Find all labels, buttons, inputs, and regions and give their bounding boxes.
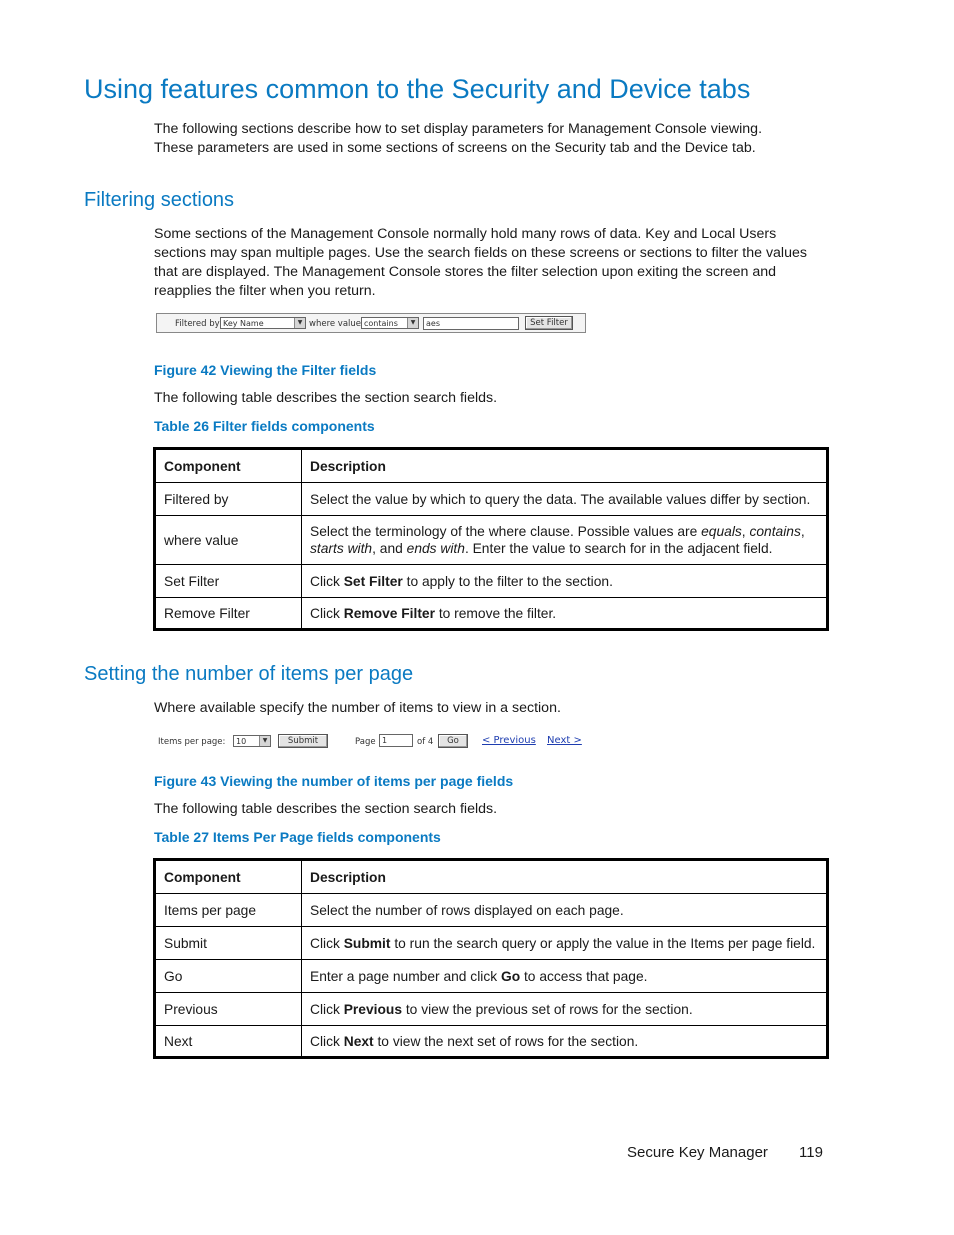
component-cell: Go <box>155 960 302 993</box>
page-label: Page <box>355 737 376 747</box>
table-row <box>155 483 828 516</box>
description-text: to remove the filter. <box>434 605 557 621</box>
filtering-line: that are displayed. The Management Console stores the filter selection upon exiting the screen and <box>154 264 776 280</box>
filtering-line: sections may span multiple pages. Use the search fields on these screens or sections to filter the values <box>154 245 807 261</box>
header-description: Description <box>302 860 828 894</box>
filtering-line: Some sections of the Management Console normally hold many rows of data. Key and Local Users <box>154 226 777 242</box>
component-cell: Next <box>155 1026 302 1058</box>
header-description: Description <box>302 449 828 483</box>
description-cell <box>302 565 828 598</box>
description-text: . Enter the value to search for in the adjacent field. <box>464 541 773 556</box>
filtered-by-value: Key Name <box>223 319 264 328</box>
bold-text: Go <box>500 968 521 984</box>
pager-figure <box>156 732 596 752</box>
footer-product-name: Secure Key Manager <box>627 1144 768 1161</box>
bold-text: Next <box>343 1033 374 1049</box>
component-cell: Items per page <box>155 894 302 927</box>
next-link[interactable]: Next > <box>547 735 582 746</box>
description-text: Click <box>310 1033 344 1049</box>
description-text: Select the terminology of the where clause. Possible values are <box>310 524 702 539</box>
previous-link[interactable]: < Previous <box>482 735 536 746</box>
items-per-page-select[interactable] <box>233 735 271 747</box>
table-row <box>155 993 828 1026</box>
submit-button[interactable]: Submit <box>278 734 328 748</box>
page-number: 119 <box>799 1144 823 1161</box>
description-text: Click <box>310 573 344 589</box>
section-heading-filtering: Filtering sections <box>84 189 235 211</box>
items-per-page-paragraph: Where available specify the number of items to view in a section. <box>154 700 561 716</box>
table-row <box>155 1026 828 1058</box>
page-count-label: of 4 <box>417 737 434 747</box>
table-row <box>155 516 828 565</box>
description-text: , and <box>372 541 407 556</box>
component-cell: Set Filter <box>155 565 302 598</box>
table-caption: Table 27 Items Per Page fields components <box>154 829 441 845</box>
filtered-by-label: Filtered by <box>175 319 220 329</box>
page-number-input[interactable]: 1 <box>379 734 413 747</box>
header-component: Component <box>155 449 302 483</box>
component-cell: where value <box>155 516 302 565</box>
description-text: Click <box>310 1001 344 1017</box>
table-intro: The following table describes the section search fields. <box>154 801 498 817</box>
bold-text: Set Filter <box>343 573 403 589</box>
set-filter-button[interactable]: Set Filter <box>525 316 573 330</box>
table-caption: Table 26 Filter fields components <box>154 418 375 434</box>
emphasis-text: contains <box>749 524 801 539</box>
description-text: to apply to the filter to the section. <box>402 573 613 589</box>
table-row <box>155 598 828 630</box>
filter-fields-table <box>153 447 829 631</box>
emphasis-text: starts with <box>310 541 373 556</box>
description-text: Click <box>310 935 344 951</box>
description-cell <box>302 516 828 565</box>
table-intro: The following table describes the section search fields. <box>154 390 498 406</box>
filtering-line: reapplies the filter when you return. <box>154 283 376 299</box>
description-cell <box>302 1026 828 1058</box>
dropdown-arrow-icon: ▼ <box>407 318 418 328</box>
component-cell: Previous <box>155 993 302 1026</box>
dropdown-arrow-icon: ▼ <box>259 736 270 746</box>
description-cell <box>302 894 828 927</box>
where-value-select[interactable] <box>361 317 419 329</box>
page-title: Using features common to the Security and Device tabs <box>84 74 751 104</box>
table-row <box>155 894 828 927</box>
emphasis-text: ends with <box>406 541 465 556</box>
component-cell: Filtered by <box>155 483 302 516</box>
description-text: Select the value by which to query the data. The available values differ by section. <box>310 491 811 507</box>
component-cell: Remove Filter <box>155 598 302 630</box>
filtered-by-select[interactable] <box>220 317 306 329</box>
filtering-paragraph <box>154 225 834 301</box>
section-heading-items-per-page: Setting the number of items per page <box>84 663 414 685</box>
description-cell <box>302 483 828 516</box>
where-value-label: where value <box>309 319 362 329</box>
description-cell <box>302 960 828 993</box>
description-text: , <box>741 524 750 539</box>
items-per-page-table <box>153 858 829 1059</box>
emphasis-text: equals <box>701 524 742 539</box>
where-value-value: contains <box>364 319 398 328</box>
bold-text: Remove Filter <box>343 605 435 621</box>
table-header-row <box>155 860 828 894</box>
figure-caption: Figure 42 Viewing the Filter fields <box>154 362 377 378</box>
table-header-row <box>155 449 828 483</box>
intro-paragraph <box>154 120 834 158</box>
table-row <box>155 960 828 993</box>
description-text: , <box>800 524 805 539</box>
filter-search-input[interactable]: aes <box>423 317 519 330</box>
items-per-page-label: Items per page: <box>158 737 226 747</box>
description-text: Click <box>310 605 344 621</box>
table-row <box>155 927 828 960</box>
header-component: Component <box>155 860 302 894</box>
table-row <box>155 565 828 598</box>
dropdown-arrow-icon: ▼ <box>294 318 305 328</box>
bold-text: Previous <box>343 1001 403 1017</box>
bold-text: Submit <box>343 935 391 951</box>
filter-bar-figure <box>156 313 586 333</box>
description-cell <box>302 598 828 630</box>
description-text: to view the next set of rows for the section. <box>373 1033 639 1049</box>
description-text: to run the search query or apply the value in the Items per page field. <box>390 935 816 951</box>
description-cell <box>302 927 828 960</box>
component-cell: Submit <box>155 927 302 960</box>
description-cell <box>302 993 828 1026</box>
description-text: to access that page. <box>520 968 648 984</box>
description-text: to view the previous set of rows for the section. <box>402 1001 693 1017</box>
description-text: Enter a page number and click <box>310 968 501 984</box>
intro-line: The following sections describe how to set display parameters for Management Console viewing. <box>154 121 763 137</box>
figure-caption: Figure 43 Viewing the number of items per page fields <box>154 773 514 789</box>
items-per-page-value: 10 <box>236 737 247 746</box>
go-button[interactable]: Go <box>438 734 468 748</box>
description-text: Select the number of rows displayed on each page. <box>310 902 624 918</box>
intro-line: These parameters are used in some sections of screens on the Security tab and the Device tab. <box>154 140 756 156</box>
